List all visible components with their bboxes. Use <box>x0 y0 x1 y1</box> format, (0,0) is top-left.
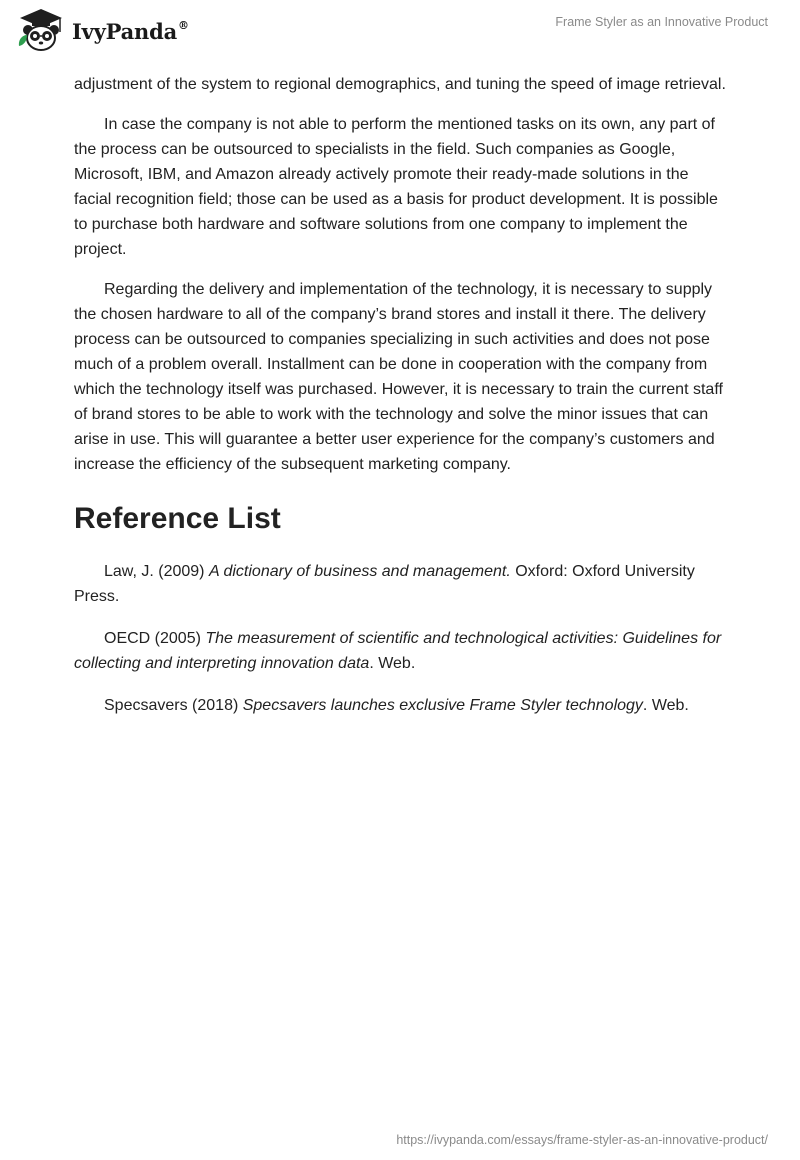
page-header <box>0 0 800 64</box>
reference-item: OECD (2005) The measurement of scientific and technological activities: Guidelines for collecting and interpreting innovation data. Web. <box>74 630 722 672</box>
reference-item: Specsavers (2018) Specsavers launches exclusive Frame Styler technology. Web. <box>104 697 689 714</box>
ivypanda-logo[interactable] <box>16 8 189 52</box>
footer-url[interactable]: https://ivypanda.com/essays/frame-styler-as-an-innovative-product/ <box>396 1133 768 1147</box>
essay-content <box>74 72 730 735</box>
reference-list-heading: Reference List <box>74 502 281 535</box>
paragraph: Regarding the delivery and implementation of the technology, it is necessary to supply the chosen hardware to all of the company’s brand stores and install it there. The delivery process can be outsourced to companies specializing in such activities and does not pose much of a problem overall. Installment can be done in cooperation with the company from which the technology itself was purchased. However, it is necessary to train the current staff of brand stores to be able to work with the technology and solve the minor issues that can arise in use. This will guarantee a better user experience for the company’s customers and increase the efficiency of the subsequent marketing company. <box>74 281 723 473</box>
document-title: Frame Styler as an Innovative Product <box>555 15 768 29</box>
paragraph: In case the company is not able to perform the mentioned tasks on its own, any part of the process can be outsourced to specialists in the field. Such companies as Google, Microsoft, IBM, and Amazon already actively promote their ready-made solutions in the facial recognition field; those can be used as a basis for product development. It is possible to purchase both hardware and software solutions from one company to implement the project. <box>74 116 718 258</box>
reference-item: Law, J. (2009) A dictionary of business and management. Oxford: Oxford University Press. <box>74 563 695 605</box>
paragraph: adjustment of the system to regional demographics, and tuning the speed of image retrieval. <box>74 76 726 93</box>
brand-name: IvyPanda® <box>72 18 189 44</box>
panda-mascot-icon <box>16 8 66 52</box>
